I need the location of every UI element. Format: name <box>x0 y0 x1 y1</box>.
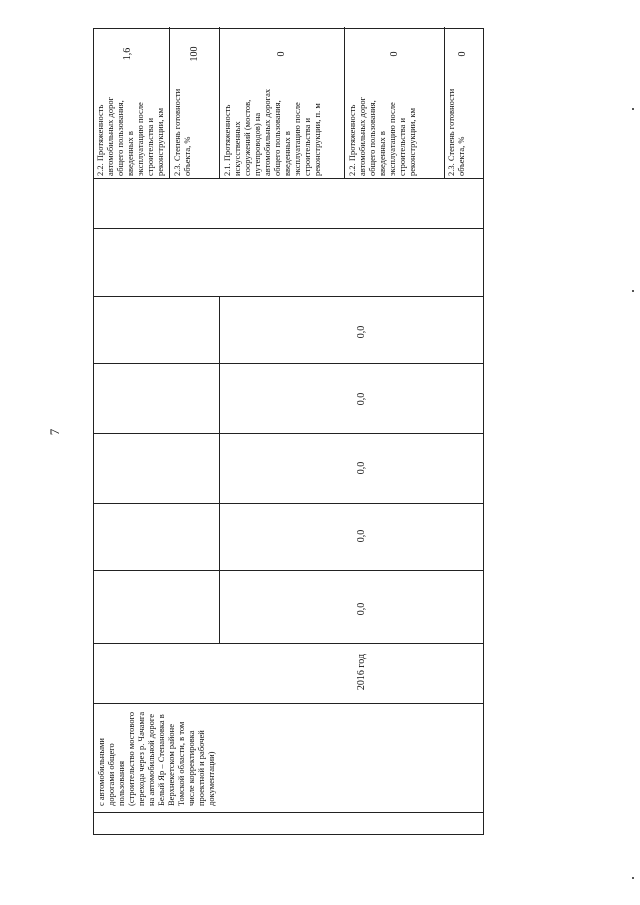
indicator-label: 2.2. Протяженность автомобильных дорог общего пользования, введенных в эксплуатацию после строительства и реконструкции, км <box>95 96 165 176</box>
indicator-value: 0 <box>389 51 400 57</box>
table-divider <box>94 433 483 434</box>
table-divider <box>219 27 220 179</box>
table-divider <box>94 178 483 179</box>
table-divider <box>344 27 345 179</box>
indicator-value: 1,6 <box>122 47 133 61</box>
indicator-value: 0 <box>276 51 287 57</box>
table-divider <box>94 812 483 813</box>
value-cell: 0,0 <box>356 325 367 339</box>
indicator-label: 2.1. Протяженность искусственных сооружений (мостов, путепроводов) на автомобильных дорогах общего пользования, введенных в эксплуатацию после строительства и реконструкции, п. м <box>222 88 322 176</box>
table-divider <box>444 27 445 179</box>
table-frame <box>93 28 484 835</box>
indicator-label: 2.3. Степень готовности объекта, % <box>172 88 192 176</box>
value-cell: 0,0 <box>356 602 367 616</box>
table-divider <box>94 363 483 364</box>
table-divider <box>169 27 170 179</box>
value-cell: 0,0 <box>356 529 367 543</box>
value-cell: 0,0 <box>356 461 367 475</box>
indicator-label: 2.3. Степень готовности объекта, % <box>446 88 466 176</box>
table-divider <box>94 570 483 571</box>
year-cell: 2016 год <box>356 653 367 691</box>
scan-mark <box>632 877 634 879</box>
table-divider <box>94 296 483 297</box>
page-number: 7 <box>47 428 62 436</box>
table-divider <box>219 297 220 644</box>
description-cell: с автомобильными дорогами общего пользования (строительство мостового перехода через р. Чачамга на автомобильной дороге Белый Яр – Степановка в Верхнекетском районе Томской области, в том числе корректировка проектной и рабочей документации) <box>96 711 216 806</box>
table-divider <box>94 228 483 229</box>
table-divider <box>94 503 483 504</box>
indicator-value: 100 <box>189 46 200 62</box>
indicator-value: 0 <box>457 51 468 57</box>
indicator-label: 2.2. Протяженность автомобильных дорог общего пользования, введенных в эксплуатацию после строительства и реконструкции, км <box>347 96 417 176</box>
data-table <box>93 28 484 835</box>
scan-mark <box>632 108 634 110</box>
table-divider <box>94 643 483 644</box>
table-divider <box>94 703 483 704</box>
value-cell: 0,0 <box>356 392 367 406</box>
scan-mark <box>632 290 634 292</box>
